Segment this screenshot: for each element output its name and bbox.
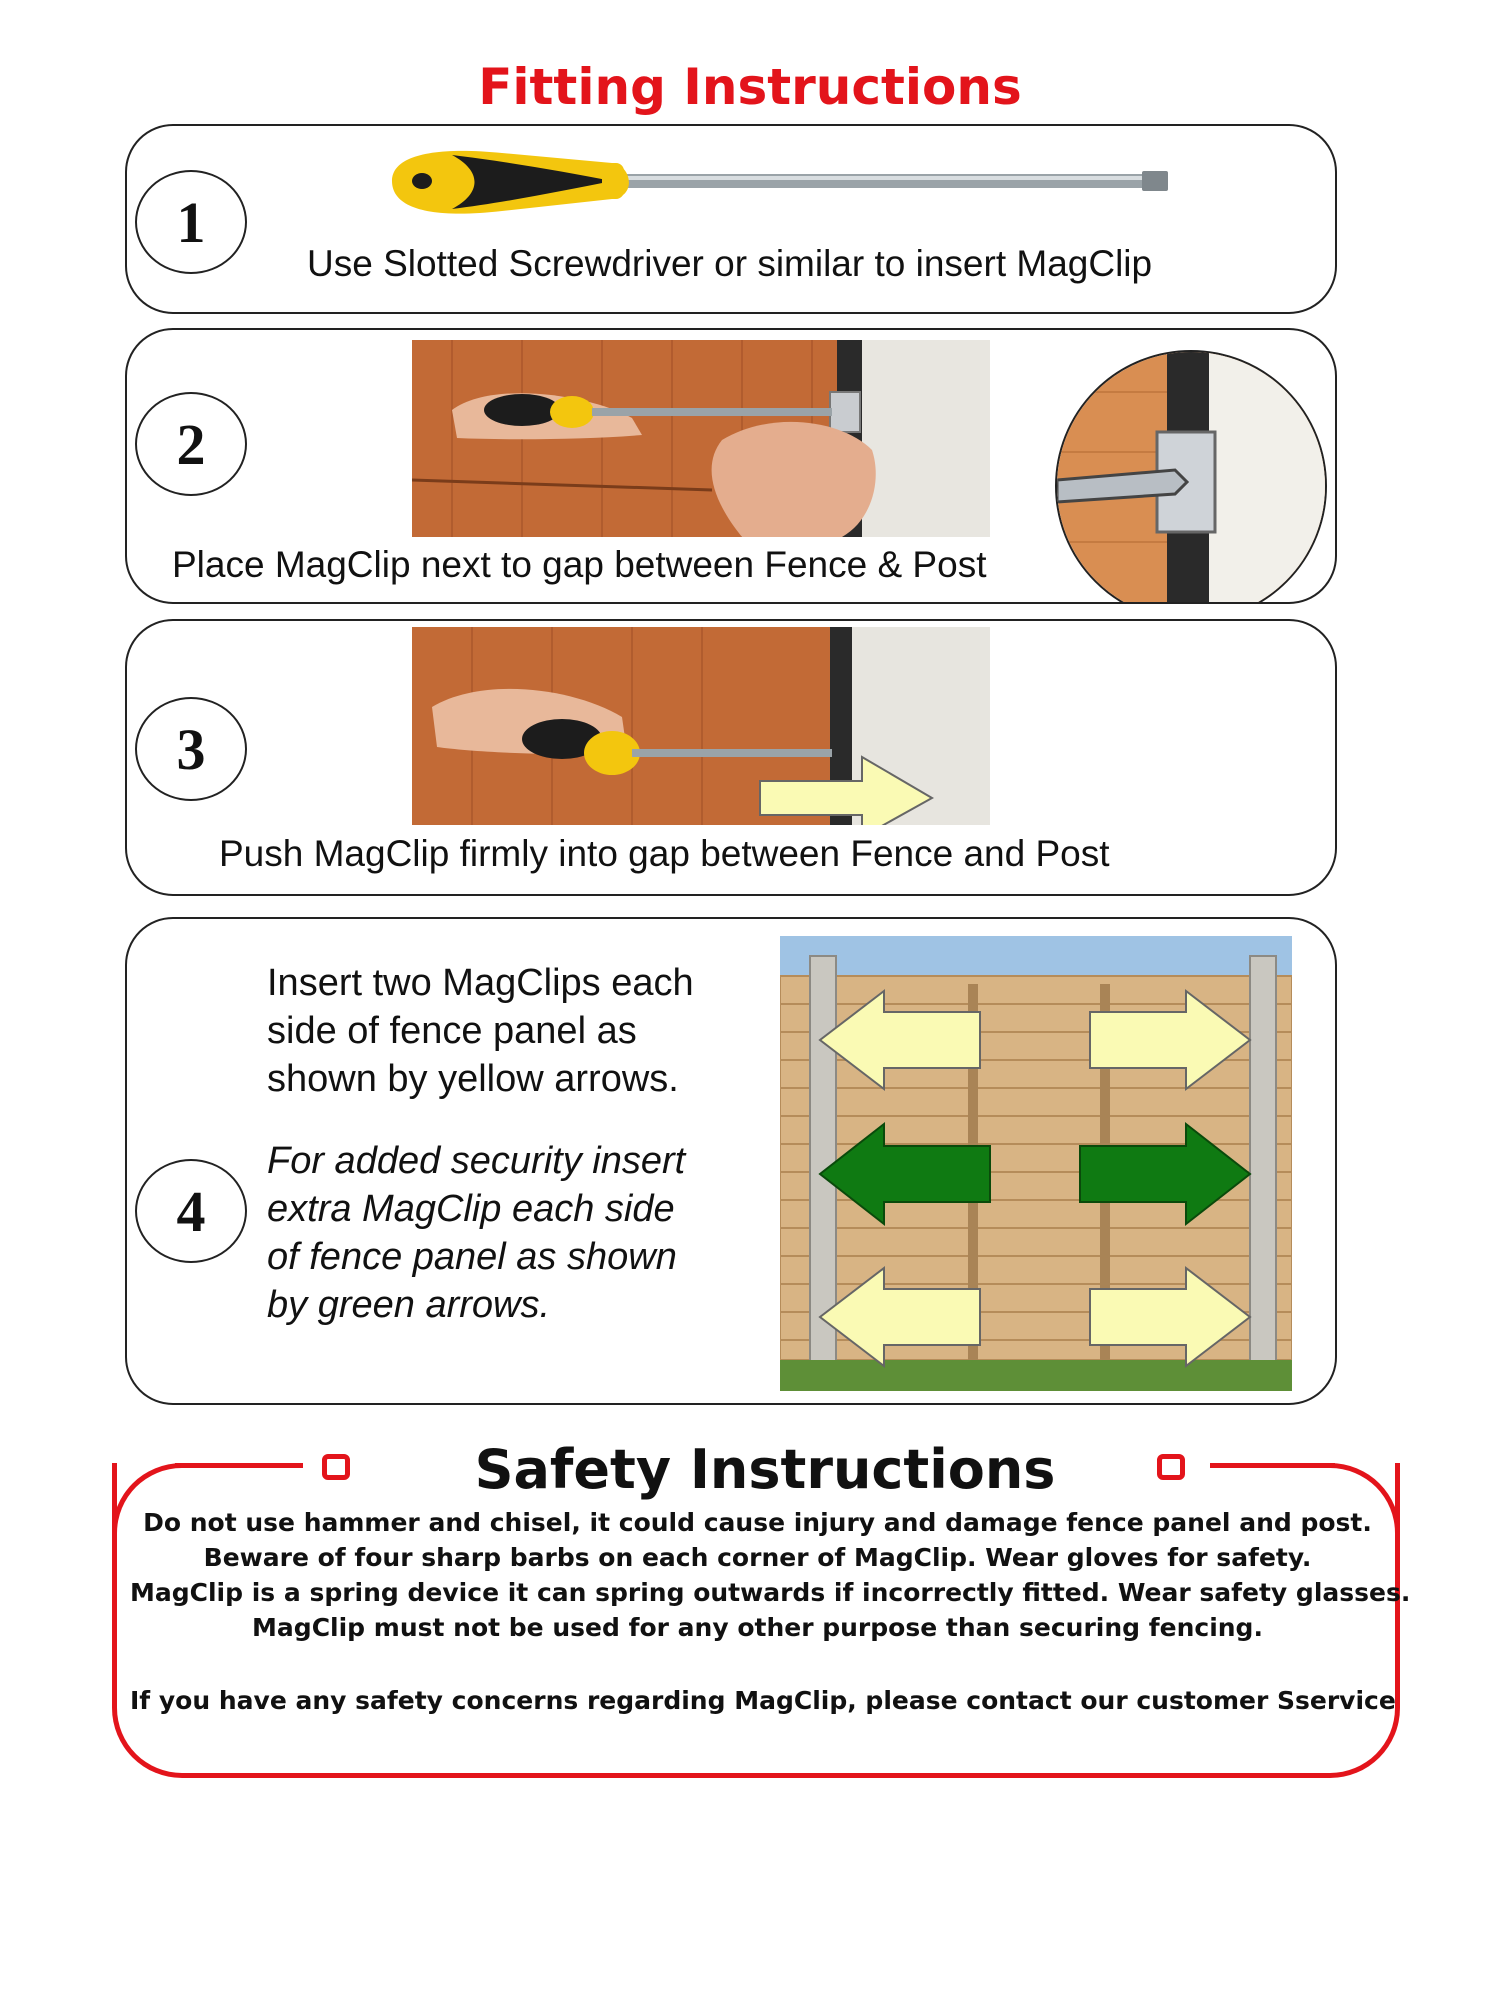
step-1-number: 1: [135, 170, 247, 274]
step-2-caption: Place MagClip next to gap between Fence & Post: [172, 544, 987, 585]
safety-line: Do not use hammer and chisel, it could cause injury and damage fence panel and post.: [143, 1508, 1372, 1537]
step-3-number: 3: [135, 697, 247, 801]
step-2-number: 2: [135, 392, 247, 496]
step-4-card: [125, 917, 1337, 1405]
step-4-line: shown by yellow arrows.: [267, 1058, 679, 1100]
step-2-card: [125, 328, 1337, 604]
step-4-extra-security: [267, 1137, 685, 1329]
step-4-line: For added security insert: [267, 1140, 686, 1182]
step-3-caption: Push MagClip firmly into gap between Fence and Post: [219, 833, 1110, 874]
step-4-line: by green arrows.: [267, 1284, 551, 1326]
push-magclip-photo: [412, 627, 990, 825]
step-4-instructions: [267, 959, 694, 1103]
safety-line: MagClip must not be used for any other purpose than securing fencing.: [252, 1613, 1263, 1642]
safety-line: Beware of four sharp barbs on each corner of MagClip. Wear gloves for safety.: [203, 1543, 1312, 1572]
step-4-line: side of fence panel as: [267, 1010, 637, 1052]
fence-panel-diagram: [780, 936, 1292, 1391]
page-title: Fitting Instructions: [478, 58, 1022, 116]
step-4-line: of fence panel as shown: [267, 1236, 677, 1278]
step-1-caption: Use Slotted Screwdriver or similar to insert MagClip: [307, 243, 1153, 284]
magclip-closeup-photo: [1055, 350, 1327, 604]
step-3-card: [125, 619, 1337, 896]
step-4-line: Insert two MagClips each: [267, 962, 694, 1004]
step-1-card: [125, 124, 1337, 314]
safety-title: Safety Instructions: [474, 1438, 1056, 1501]
step-4-number: 4: [135, 1159, 247, 1263]
step-4-line: extra MagClip each side: [267, 1188, 675, 1230]
fence-post-photo: [412, 340, 990, 537]
safety-contact-line: If you have any safety concerns regarding MagClip, please contact our customer Sservice: [130, 1686, 1396, 1715]
safety-line: MagClip is a spring device it can spring outwards if incorrectly fitted. Wear safety glasses.: [130, 1578, 1411, 1607]
screwdriver-image: [362, 141, 1182, 231]
